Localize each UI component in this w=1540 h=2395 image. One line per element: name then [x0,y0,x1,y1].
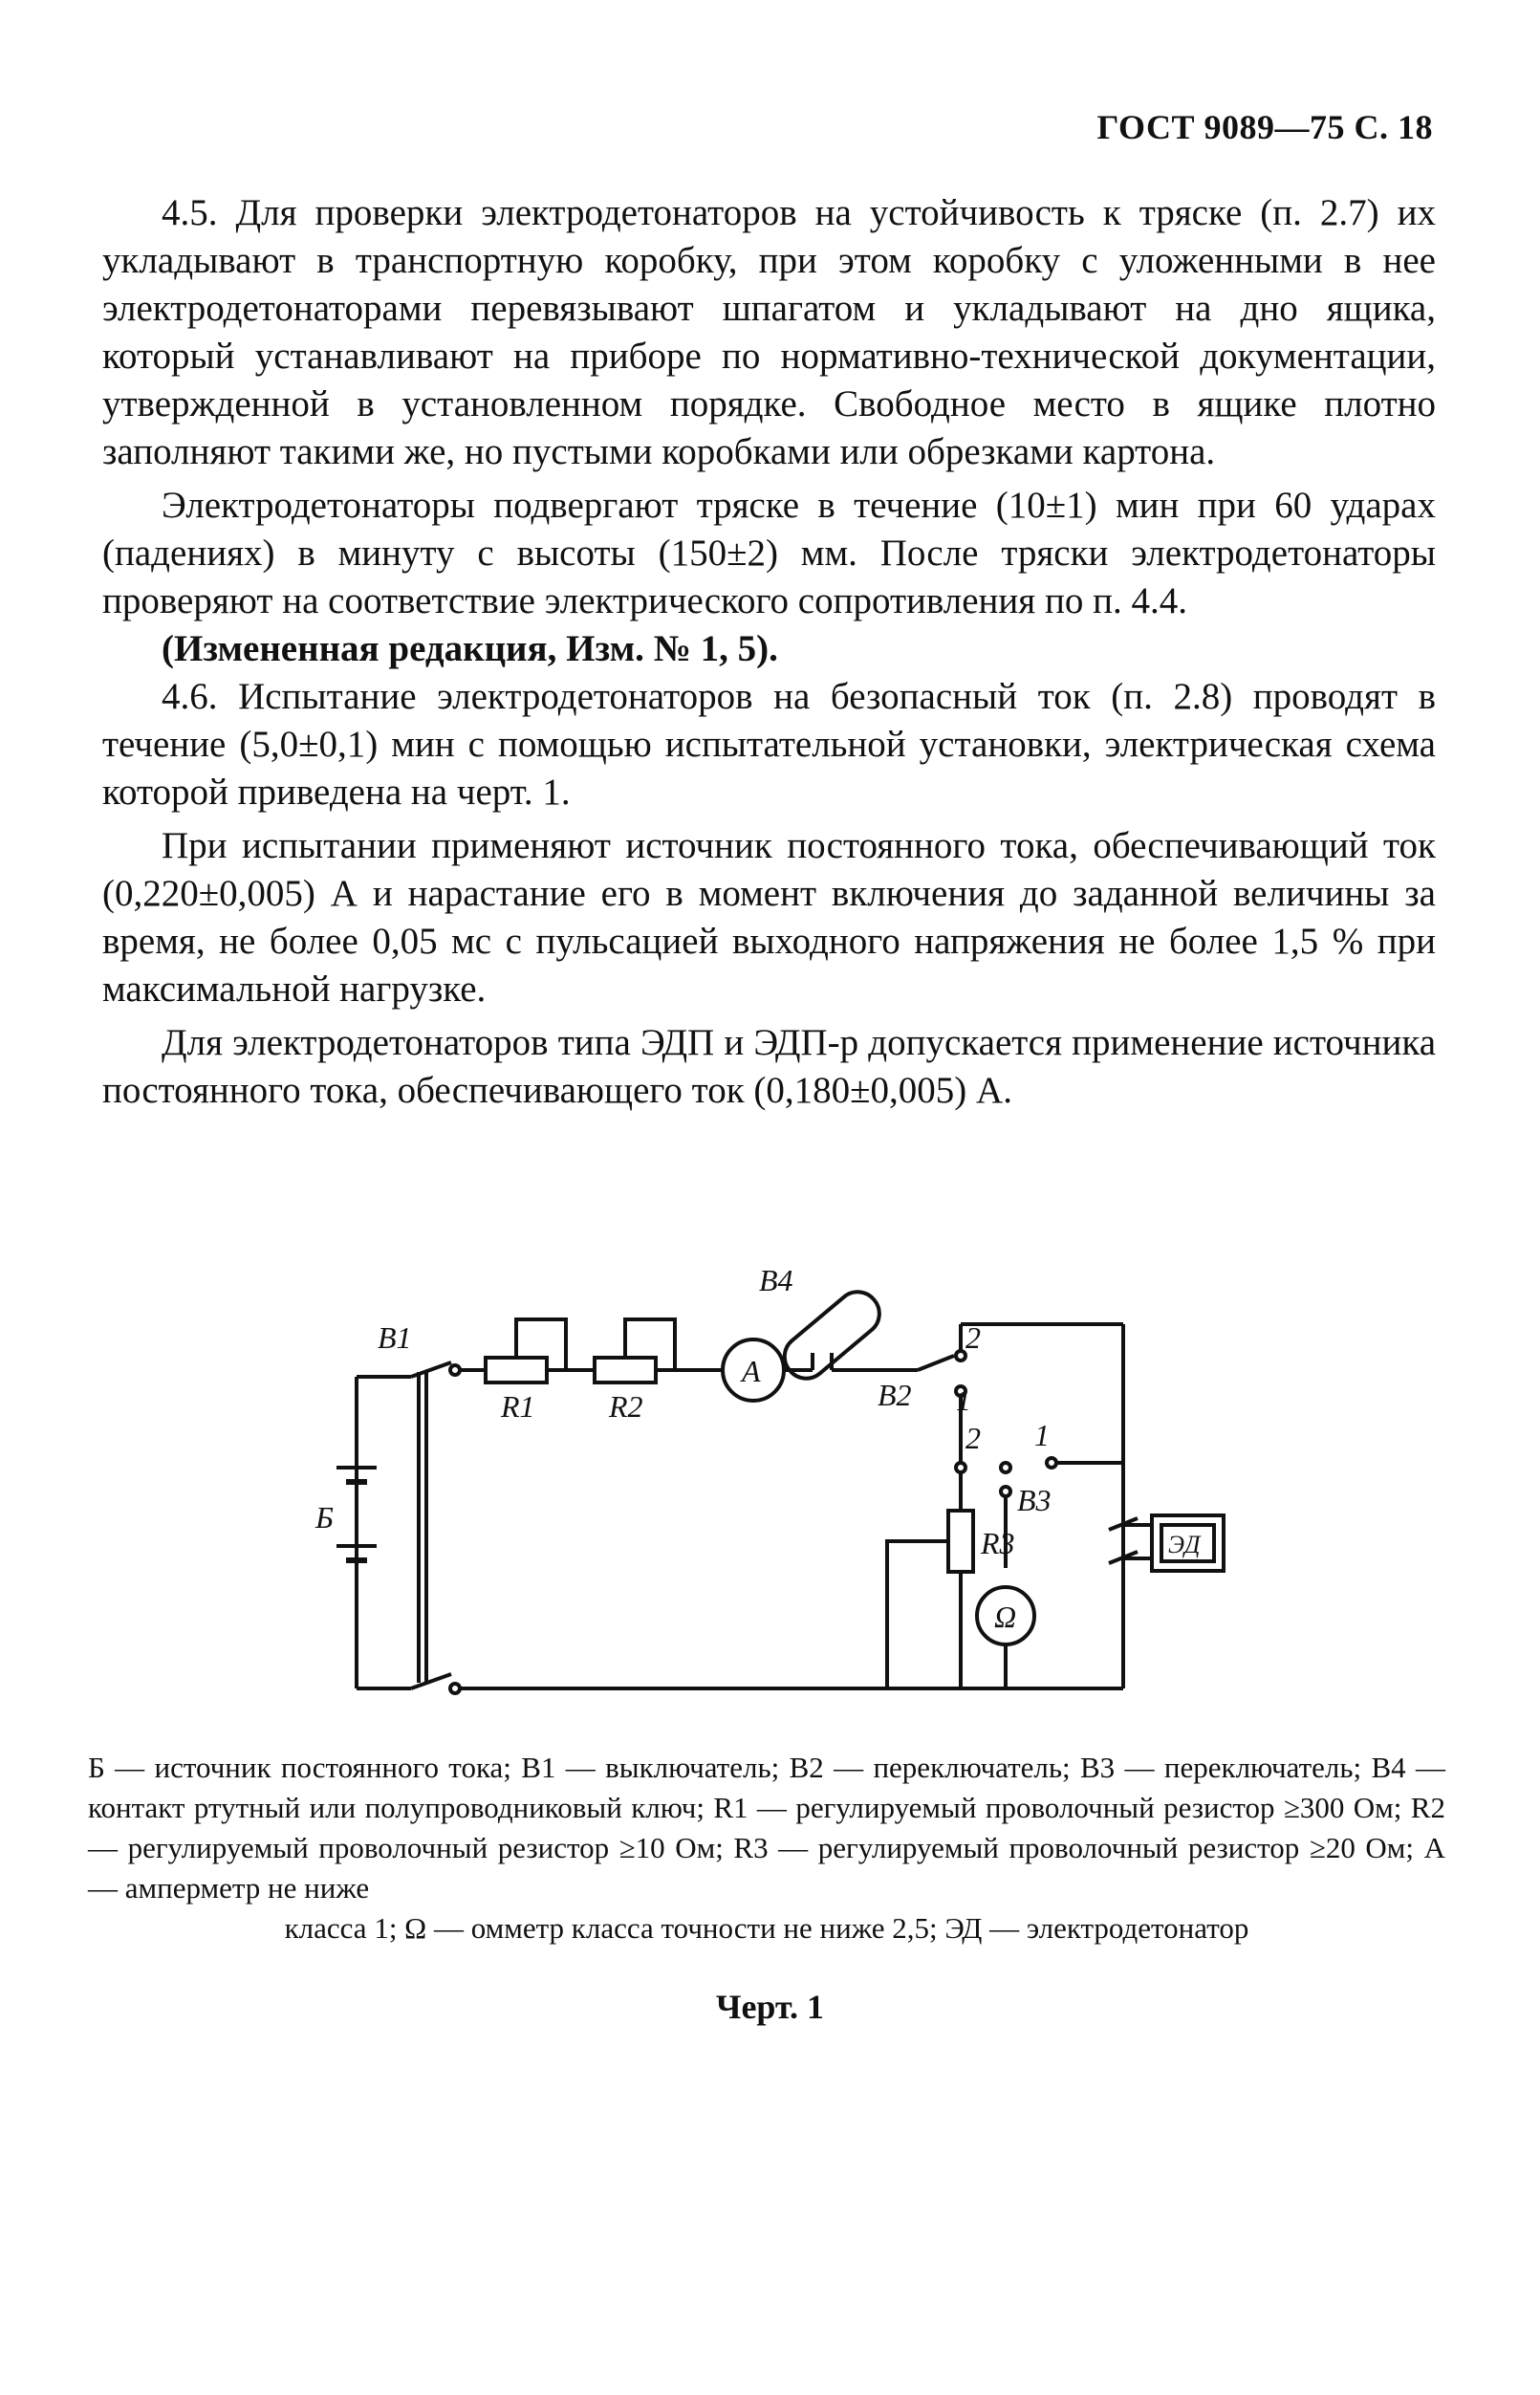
label-b4: В4 [759,1263,793,1297]
figure-caption: Черт. 1 [716,1988,824,2026]
diagram-legend [88,1748,1445,1949]
paragraph-current-source: При испытании применяют источник постоянного тока, обеспечивающий ток (0,220±0,005) А и нарастание его в момент включения до заданной величины за время, не более 0,05 мс с пульсацией выходного напряжения не более 1,5 % при максимальной нагрузке. [102,825,1436,1010]
label-ohmmeter: Ω [994,1600,1017,1634]
label-r2: R2 [609,1389,643,1424]
label-b2: В2 [878,1378,912,1412]
paragraph-shaking: Электродетонаторы подвергают тряске в течение (10±1) мин при 60 ударах (падениях) в минуту с высоты (150±2) мм. После тряски электродетонаторы проверяют на соответствие электрического сопротивления по п. 4.4. [102,485,1436,621]
label-b3: В3 [1017,1483,1052,1517]
label-b1: В1 [378,1320,412,1355]
paragraph-edp: Для электродетонаторов типа ЭДП и ЭДП-р допускается применение источника постоянного тока, обеспечивающего ток (0,180±0,005) А. [102,1022,1436,1111]
label-b2-pos2: 2 [965,1320,981,1355]
legend-last-line: класса 1; Ω — омметр класса точности не ниже 2,5; ЭД — электродетонатор [284,1911,1249,1945]
page-header: ГОСТ 9089—75 С. 18 [1096,108,1433,146]
paragraph-4-5: 4.5. Для проверки электродетонаторов на устойчивость к тряске (п. 2.7) их укладывают в транспортную коробку, при этом коробку с уложенными в нее электродетонаторами перевязывают шпагатом и укладывают на дно ящика, который устанавливают на приборе по нормативно-технической документации, утвержденной в установленном порядке. Свободное место в ящике плотно заполняют такими же, но пустыми коробками или обрезками картона. [102,192,1436,472]
label-b3-pos2: 2 [965,1421,981,1455]
paragraph-4-6: 4.6. Испытание электродетонаторов на безопасный ток (п. 2.8) проводят в течение (5,0±0,1) мин с помощью испытательной установки, электрическая схема которой приведена на черт. 1. [102,676,1436,813]
label-b2-pos1: 1 [956,1383,971,1417]
label-battery: Б [315,1500,334,1535]
label-r1: R1 [501,1389,535,1424]
amendment-note: (Измененная редакция, Изм. № 1, 5). [162,628,778,669]
label-ed: ЭД [1168,1531,1201,1558]
label-r3: R3 [981,1526,1015,1560]
legend-text: Б — источник постоянного тока; В1 — выключатель; В2 — переключатель; В3 — переключатель; В4 — контакт ртутный или полупроводниковый ключ; R1 — регулируемый проволочный резистор ≥300 Ом; R2 — регулируемый проволочный резистор ≥10 Ом; R3 — регулируемый проволочный резистор ≥20 Ом; А — амперметр не ниже [88,1751,1445,1905]
body-text [102,189,1436,1115]
label-ammeter: A [742,1354,761,1388]
label-b3-pos1: 1 [1034,1418,1050,1452]
